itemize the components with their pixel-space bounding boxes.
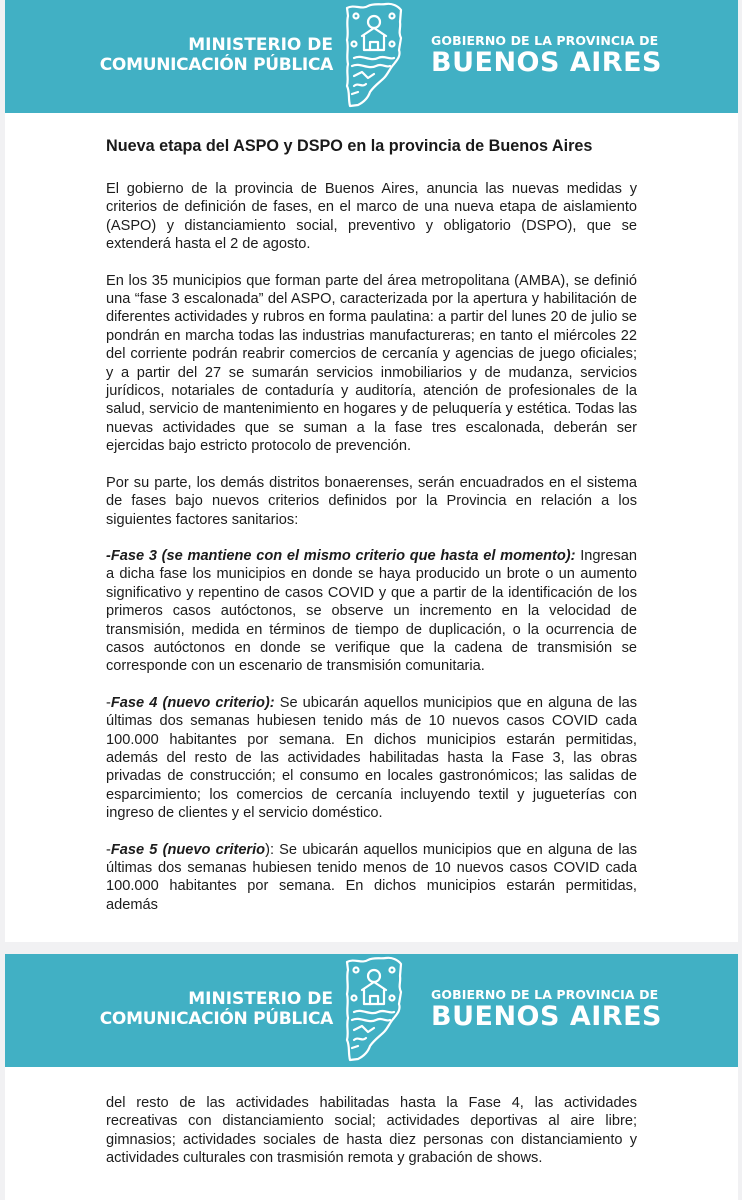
government-line-2: BUENOS AIRES bbox=[431, 1001, 662, 1032]
document-title: Nueva etapa del ASPO y DSPO en la provincia de Buenos Aires bbox=[106, 137, 593, 155]
paragraph-amba: En los 35 municipios que forman parte del área metropolitana (AMBA), se definió una “fase 3 escalonada” del ASPO, caracterizada por la apertura y habilitación de diferentes actividades y rubros en forma paulatina: a partir del lunes 20 de julio se pondrán en marcha todas las industrias manufactureras; en tanto el miércoles 22 del corriente podrán reabrir comercios de cercanía y agencias de juego oficiales; y a partir del 27 se sumarán servicios inmobiliarios y de mudanza, servicios jurídicos, notariales de contaduría y auditoría, atención de profesionales de la salud, servicio de mantenimiento en hogares y de peluquería y estética. Todas las nuevas actividades que se suman a la fase tres escalonada, deberán ser ejercidas bajo estricto protocolo de prevención. bbox=[106, 272, 637, 455]
fase-4-text: Se ubicarán aquellos municipios que en alguna de las últimas dos semanas hubiesen tenido más de 10 nuevos casos COVID cada 100.000 habitantes por semana. En dichos municipios estarán permitidas, además del resto de las actividades habilitadas hasta la Fase 3, las obras privadas de construcción; el consumo en locales gastronómicos; las salidas de esparcimiento; los comercios de cercanía incluyendo textil y jugueterías con ingreso de clientes y el servicio doméstico. bbox=[106, 694, 637, 822]
buenos-aires-emblem-icon bbox=[344, 2, 404, 108]
page-2-body bbox=[106, 1094, 637, 1168]
page-1-body bbox=[106, 136, 637, 914]
paragraph-fase-3 bbox=[106, 547, 637, 676]
document-page-1 bbox=[5, 0, 738, 942]
fase-5-text: ): Se ubicarán aquellos municipios que en alguna de las últimas dos semanas hubiesen tenido menos de 10 nuevos casos COVID cada 100.000 habitantes por semana. En dichos municipios estarán permitidas, además bbox=[106, 841, 637, 913]
fase-5-prefix: - bbox=[106, 841, 111, 858]
page-header bbox=[5, 954, 738, 1067]
paragraph-fase-5 bbox=[106, 841, 637, 915]
ministry-line-2: COMUNICACIÓN PÚBLICA bbox=[99, 55, 333, 75]
government-logo-text bbox=[431, 33, 662, 78]
ministry-logo-text bbox=[100, 35, 333, 75]
page-header bbox=[5, 0, 738, 113]
paragraph-districts: Por su parte, los demás distritos bonaerenses, serán encuadrados en el sistema de fases bajo nuevos criterios definidos por la Provincia en relación a los siguientes factores sanitarios: bbox=[106, 474, 637, 528]
paragraph-fase-4 bbox=[106, 694, 637, 823]
government-line-2: BUENOS AIRES bbox=[431, 47, 662, 78]
fase-4-prefix: - bbox=[106, 694, 111, 711]
ministry-logo-text bbox=[100, 989, 333, 1029]
ministry-line-1: MINISTERIO DE bbox=[188, 35, 333, 55]
document-page-2 bbox=[5, 954, 738, 1200]
ministry-line-1: MINISTERIO DE bbox=[188, 989, 333, 1009]
fase-3-text: Ingresan a dicha fase los municipios en donde se haya producido un brote o un aumento significativo y repentino de casos COVID y que a partir de la identificación de los primeros casos autóctonos, se observe un incremento en la velocidad de transmisión, medida en términos de tiempo de duplicación, o la ocurrencia de casos autóctonos en donde se verifique que la cadena de transmisión se corresponde con un escenario de transmisión comunitaria. bbox=[106, 547, 637, 675]
government-line-1: GOBIERNO DE LA PROVINCIA DE bbox=[431, 33, 659, 48]
ministry-line-2: COMUNICACIÓN PÚBLICA bbox=[99, 1009, 333, 1029]
fase-5-label: Fase 5 (nuevo criterio bbox=[110, 841, 266, 858]
fase-4-label: Fase 4 (nuevo criterio): bbox=[110, 694, 275, 711]
government-line-1: GOBIERNO DE LA PROVINCIA DE bbox=[431, 987, 659, 1002]
fase-3-label: -Fase 3 (se mantiene con el mismo criterio que hasta el momento): bbox=[106, 547, 576, 564]
buenos-aires-emblem-icon bbox=[344, 956, 404, 1062]
paragraph-intro: El gobierno de la provincia de Buenos Aires, anuncia las nuevas medidas y criterios de definición de fases, en el marco de una nueva etapa de aislamiento (ASPO) y distanciamiento social, preventivo y obligatorio (DSPO), que se extenderá hasta el 2 de agosto. bbox=[106, 181, 637, 253]
government-logo-text bbox=[431, 987, 662, 1032]
paragraph-continuation: del resto de las actividades habilitadas hasta la Fase 4, las actividades recreativas con distanciamiento social; actividades deportivas al aire libre; gimnasios; actividades sociales de hasta diez personas con distanciamiento y actividades culturales con trasmisión remota y grabación de shows. bbox=[106, 1095, 637, 1167]
